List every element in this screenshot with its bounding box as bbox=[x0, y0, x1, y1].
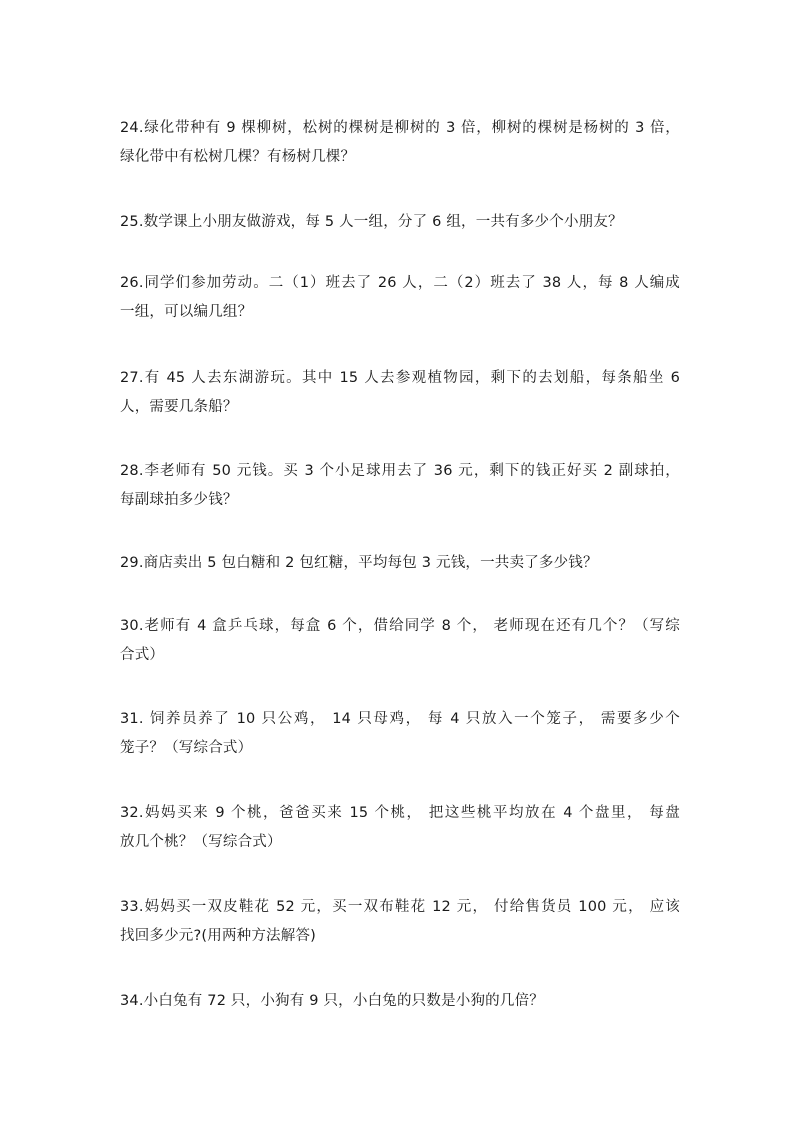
question-line: 找回多少元?(用两种方法解答) bbox=[120, 928, 317, 944]
question-line: 29.商店卖出 5 包白糖和 2 包红糖，平均每包 3 元钱，一共卖了多少钱？ bbox=[120, 555, 598, 571]
question-line: 33.妈妈买一双皮鞋花 52 元，买一双布鞋花 12 元， 付给售货员 100 元， 应该 bbox=[120, 899, 680, 915]
question-line: 每副球拍多少钱？ bbox=[120, 492, 238, 508]
question-26 bbox=[120, 269, 680, 327]
question-34 bbox=[120, 987, 680, 1016]
question-line: 28.李老师有 50 元钱。买 3 个小足球用去了 36 元，剩下的钱正好买 2 副球拍， bbox=[120, 463, 680, 479]
question-28 bbox=[120, 457, 680, 515]
question-line: 放几个桃？（写综合式） bbox=[120, 834, 282, 850]
question-27 bbox=[120, 364, 680, 422]
question-line: 26.同学们参加劳动。二（1）班去了 26 人，二（2）班去了 38 人，每 8 人编成 bbox=[120, 275, 680, 291]
question-30 bbox=[120, 612, 680, 670]
question-line: 30.老师有 4 盒乒乓球，每盒 6 个，借给同学 8 个， 老师现在还有几个？（写综 bbox=[120, 618, 680, 634]
question-32 bbox=[120, 799, 680, 857]
question-line: 27.有 45 人去东湖游玩。其中 15 人去参观植物园，剩下的去划船，每条船坐 6 bbox=[120, 370, 680, 386]
question-line: 24.绿化带种有 9 棵柳树，松树的棵树是柳树的 3 倍，柳树的棵树是杨树的 3 倍， bbox=[120, 120, 680, 136]
question-25 bbox=[120, 208, 680, 237]
question-31 bbox=[120, 705, 680, 763]
question-33 bbox=[120, 893, 680, 951]
question-line: 31. 饲养员养了 10 只公鸡， 14 只母鸡， 每 4 只放入一个笼子， 需要多少个 bbox=[120, 711, 680, 727]
question-line: 一组，可以编几组？ bbox=[120, 304, 253, 320]
question-line: 25.数学课上小朋友做游戏，每 5 人一组，分了 6 组，一共有多少个小朋友？ bbox=[120, 214, 623, 230]
question-line: 人，需要几条船？ bbox=[120, 399, 238, 415]
question-line: 笼子？（写综合式） bbox=[120, 740, 253, 756]
question-line: 绿化带中有松树几棵？有杨树几棵？ bbox=[120, 149, 356, 165]
question-line: 合式） bbox=[120, 647, 165, 663]
question-29 bbox=[120, 549, 680, 578]
question-line: 34.小白兔有 72 只，小狗有 9 只，小白兔的只数是小狗的几倍？ bbox=[120, 993, 544, 1009]
question-24 bbox=[120, 114, 680, 172]
question-line: 32.妈妈买来 9 个桃，爸爸买来 15 个桃， 把这些桃平均放在 4 个盘里， 每盘 bbox=[120, 805, 680, 821]
